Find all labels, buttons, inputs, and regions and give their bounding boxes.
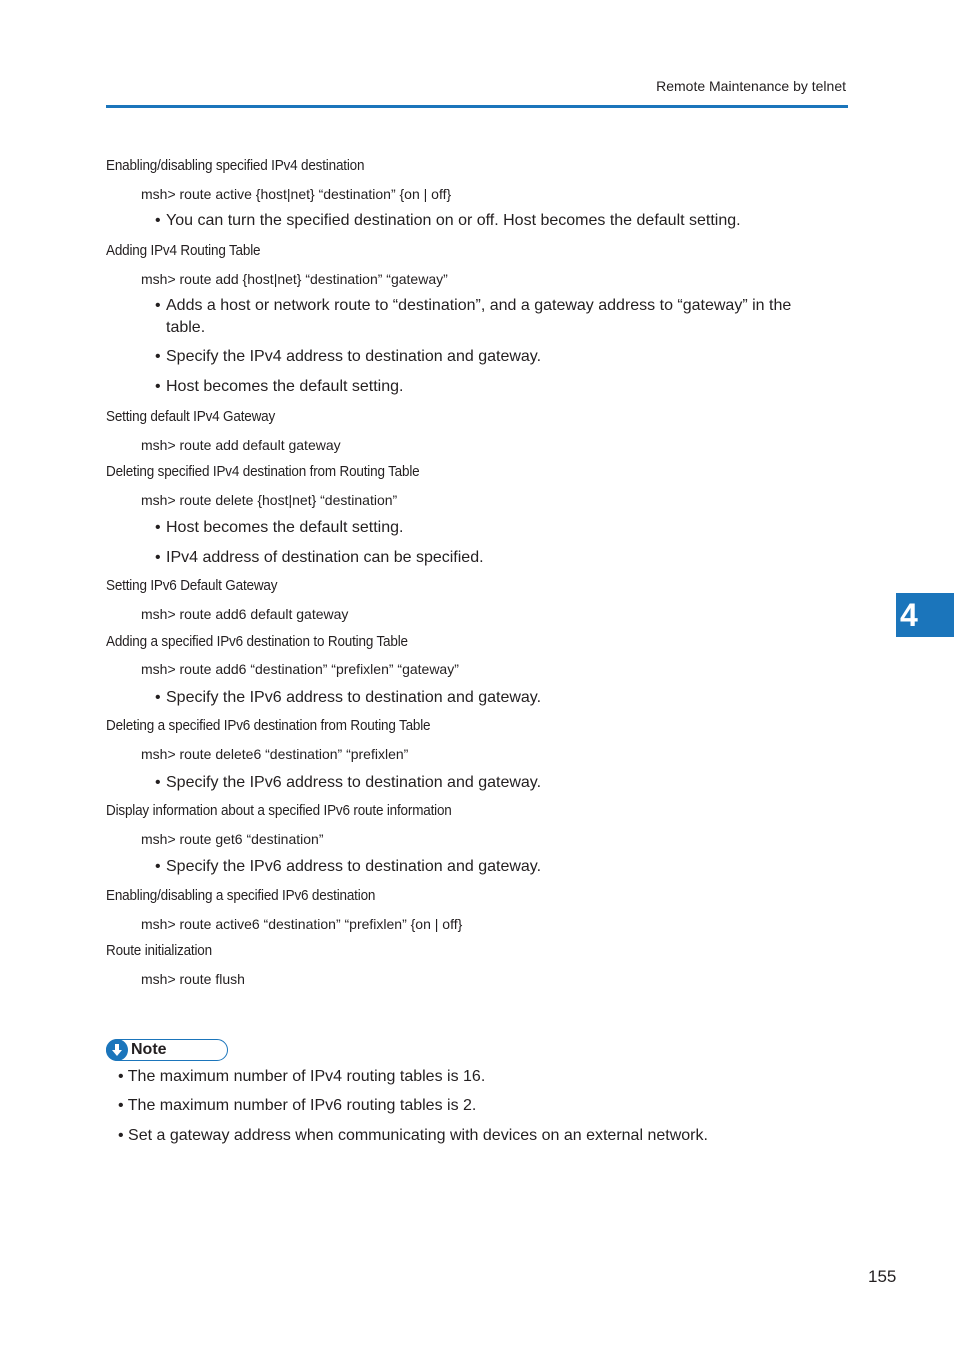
bullet-item: • Host becomes the default setting. xyxy=(155,519,404,536)
command-line: msh> route add6 default gateway xyxy=(141,606,349,622)
section-heading: Route initialization xyxy=(106,942,212,959)
bullet-item: • Specify the IPv6 address to destination and gateway. xyxy=(155,774,542,791)
bullet-item: • Specify the IPv6 address to destination and gateway. xyxy=(155,858,542,875)
section-heading: Setting default IPv4 Gateway xyxy=(106,408,276,425)
chapter-tab: 4 xyxy=(896,593,954,637)
section-heading: Enabling/disabling specified IPv4 destination xyxy=(106,157,365,174)
section-heading: Deleting specified IPv4 destination from Routing Table xyxy=(106,463,420,480)
bullet-item: • You can turn the specified destination on or off. Host becomes the default setting. xyxy=(155,212,741,229)
command-line: msh> route flush xyxy=(141,971,245,987)
note-bullet-item: • Set a gateway address when communicating with devices on an external network. xyxy=(118,1127,708,1144)
command-line: msh> route add6 “destination” “prefixlen” “gateway” xyxy=(141,661,459,677)
bullet-item: • Host becomes the default setting. xyxy=(155,378,404,395)
section-heading: Deleting a specified IPv6 destination from Routing Table xyxy=(106,717,431,734)
command-line: msh> route add {host|net} “destination” “gateway” xyxy=(141,271,448,287)
note-bullet-item: • The maximum number of IPv4 routing tables is 16. xyxy=(118,1068,486,1085)
section-heading: Adding a specified IPv6 destination to Routing Table xyxy=(106,633,408,650)
section-heading: Display information about a specified IPv6 route information xyxy=(106,802,452,819)
running-header: Remote Maintenance by telnet xyxy=(656,78,846,94)
bullet-item: • Adds a host or network route to “destination”, and a gateway address to “gateway” in the table. xyxy=(155,297,792,336)
command-line: msh> route delete6 “destination” “prefixlen” xyxy=(141,746,409,762)
section-heading: Setting IPv6 Default Gateway xyxy=(106,577,278,594)
command-line: msh> route delete {host|net} “destination” xyxy=(141,492,398,508)
section-heading: Enabling/disabling a specified IPv6 destination xyxy=(106,887,376,904)
page-number: 155 xyxy=(868,1267,897,1286)
note-bullet-item: • The maximum number of IPv6 routing tables is 2. xyxy=(118,1097,477,1114)
command-line: msh> route active {host|net} “destination” {on | off} xyxy=(141,186,452,202)
bullet-item: • Specify the IPv6 address to destination and gateway. xyxy=(155,689,542,706)
bullet-item: • Specify the IPv4 address to destination and gateway. xyxy=(155,348,542,365)
note-arrow-icon xyxy=(106,1039,128,1061)
note-label: Note xyxy=(131,1041,167,1058)
section-heading: Adding IPv4 Routing Table xyxy=(106,242,261,259)
header-rule xyxy=(106,105,848,108)
command-line: msh> route add default gateway xyxy=(141,437,341,453)
command-line: msh> route get6 “destination” xyxy=(141,831,324,847)
bullet-item: • IPv4 address of destination can be specified. xyxy=(155,549,484,566)
note-badge xyxy=(106,1039,228,1061)
command-line: msh> route active6 “destination” “prefixlen” {on | off} xyxy=(141,916,463,932)
